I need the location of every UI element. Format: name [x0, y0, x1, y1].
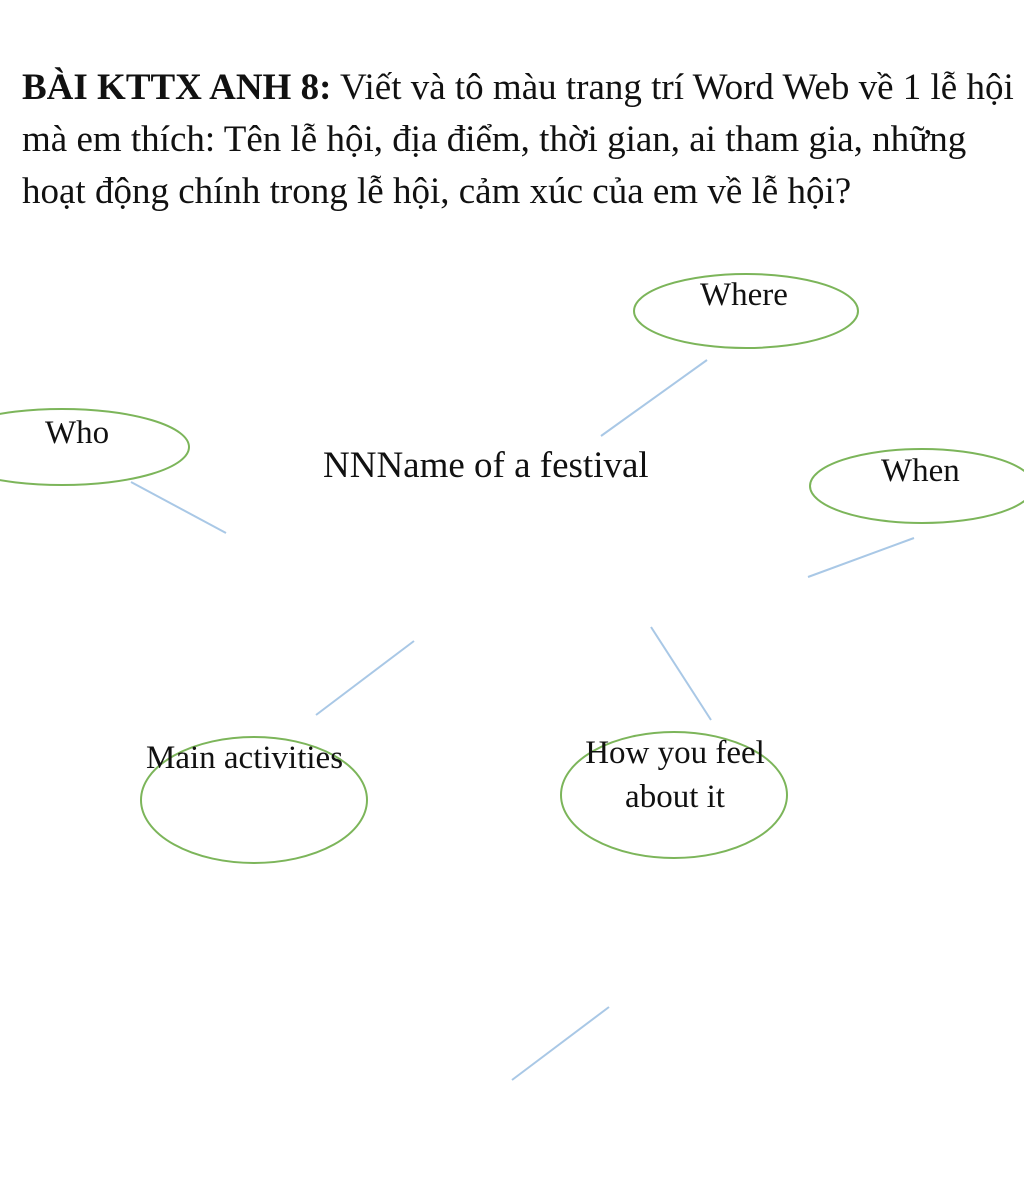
where-label: Where	[700, 277, 788, 313]
assignment-instructions: Viết và tô màu trang trí Word Web về 1 lễ hội mà em thích: Tên lễ hội, địa điểm, thời gian, ai tham gia, những hoạt động chính trong lễ hội, cảm xúc của em về lễ hội?	[22, 67, 1014, 212]
feel-label-line1: How you feel	[585, 735, 765, 771]
who-connector	[131, 482, 226, 533]
main-activities-label: Main activities	[146, 740, 344, 776]
festival-name-label: NNName of a festival	[323, 445, 649, 486]
where-connector	[601, 360, 707, 436]
who-label: Who	[45, 415, 110, 451]
feel-connector	[651, 627, 711, 720]
when-connector	[808, 538, 914, 577]
when-label: When	[881, 453, 960, 489]
feel-label	[570, 731, 780, 819]
stray-connector	[512, 1007, 609, 1080]
feel-label-line2: about it	[625, 779, 725, 815]
assignment-title: BÀI KTTX ANH 8:	[22, 67, 332, 108]
main-activities-connector	[316, 641, 414, 715]
